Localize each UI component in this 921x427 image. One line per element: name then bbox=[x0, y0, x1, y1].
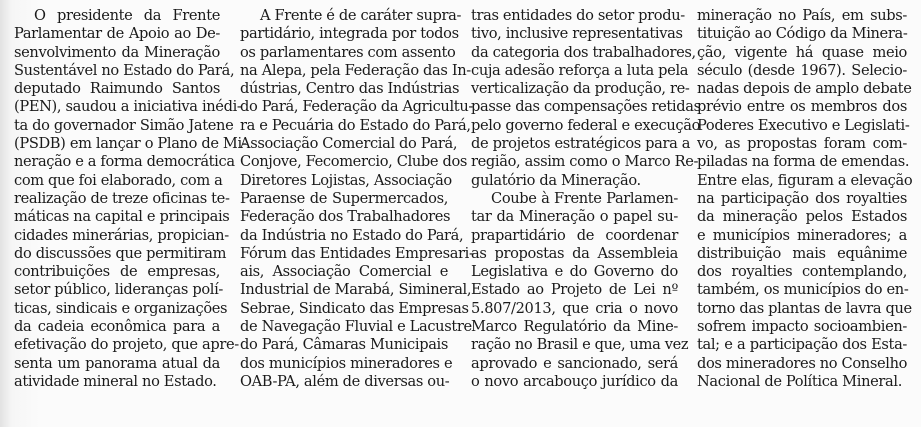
text-line: cuja adesão reforça a luta pela bbox=[471, 61, 689, 79]
text-line: Fórum das Entidades Empresari- bbox=[240, 244, 474, 262]
text-line: torno das plantas de lavra que bbox=[697, 299, 912, 317]
text-line: na Alepa, pela Federação das In- bbox=[240, 61, 471, 79]
text-line: tar da Mineração o papel su- bbox=[471, 208, 678, 226]
text-line: ais, Associação Comercial e bbox=[240, 263, 448, 281]
text-column-4 bbox=[697, 7, 913, 391]
text-line: mineração no País, em subs- bbox=[697, 7, 907, 24]
text-line: os parlamentares com assento bbox=[240, 43, 456, 61]
text-line: passe das compensações retidas bbox=[471, 98, 701, 116]
text-line: do Pará, Federação da Agricultu- bbox=[240, 98, 473, 116]
text-line: ração no Brasil e que, uma vez bbox=[471, 336, 689, 354]
text-line: nadas depois de amplo debate bbox=[697, 80, 912, 98]
text-line: contribuições de empresas, bbox=[14, 263, 220, 281]
text-line: tivo, inclusive representativas bbox=[471, 25, 683, 43]
text-line: Estado ao Projeto de Lei nº bbox=[471, 281, 678, 299]
text-line: tal; e a participação dos Esta- bbox=[697, 336, 907, 354]
text-line: Marco Regulatório da Mine- bbox=[471, 318, 678, 336]
text-line: máticas na capital e principais bbox=[14, 208, 230, 226]
text-line: com que foi elaborado, com a bbox=[14, 171, 223, 189]
text-line: atividade mineral no Estado. bbox=[14, 372, 217, 390]
text-line: Nacional de Política Mineral. bbox=[697, 372, 902, 390]
text-line: região, assim como o Marco Re- bbox=[471, 153, 699, 171]
text-column-2 bbox=[240, 7, 474, 391]
text-line: tras entidades do setor produ- bbox=[471, 7, 685, 24]
text-line: Legislativa e do Governo do bbox=[471, 263, 678, 281]
text-column-3 bbox=[471, 7, 701, 391]
text-line: Federação dos Trabalhadores bbox=[240, 208, 451, 226]
text-line: ticas, sindicais e organizações bbox=[14, 299, 228, 317]
text-line: senvolvimento da Mineração bbox=[14, 43, 220, 61]
text-line: dos municípios mineradores e bbox=[240, 354, 453, 372]
text-line: Conjove, Fecomercio, Clube dos bbox=[240, 153, 468, 171]
text-line: dos royalties contemplando, bbox=[697, 263, 907, 281]
text-line: piladas na forma de emendas. bbox=[697, 153, 910, 171]
text-line: prapartidário de coordenar bbox=[471, 226, 678, 244]
text-line: Coube à Frente Parlamen- bbox=[491, 189, 678, 207]
text-line: Sebrae, Sindicato das Empresas bbox=[240, 299, 469, 317]
text-column-1 bbox=[14, 7, 247, 391]
text-line: as propostas da Assembleia bbox=[471, 244, 678, 262]
text-line: dos mineradores no Conselho bbox=[697, 354, 908, 372]
text-line: Diretores Lojistas, Associação bbox=[240, 171, 452, 189]
text-line: Sustentável no Estado do Pará, bbox=[14, 61, 235, 79]
text-line: ção, vigente há quase meio bbox=[697, 43, 907, 61]
text-line: na participação dos royalties bbox=[697, 189, 907, 207]
text-line: efetivação do projeto, que apre- bbox=[14, 336, 239, 354]
text-line: da cadeia econômica para a bbox=[14, 318, 220, 336]
text-line: século (desde 1967). Selecio- bbox=[697, 61, 907, 79]
text-line: (PSDB) em lançar o Plano de Mi- bbox=[14, 135, 247, 153]
text-line: deputado Raimundo Santos bbox=[14, 80, 220, 98]
text-line: ta do governador Simão Jatene bbox=[14, 116, 234, 134]
text-line: da categoria dos trabalhadores, bbox=[471, 43, 696, 61]
text-line: dústrias, Centro das Indústrias bbox=[240, 80, 460, 98]
text-line: prévio entre os membros dos bbox=[697, 98, 907, 116]
text-line: O presidente da Frente bbox=[34, 7, 220, 24]
text-line: 5.807/2013, que cria o novo bbox=[471, 299, 678, 317]
text-line: do Pará, Câmaras Municipais bbox=[240, 336, 448, 354]
text-line: tituição ao Código da Minera- bbox=[697, 25, 908, 43]
text-line: o novo arcabouço jurídico da bbox=[471, 372, 678, 390]
text-line: Poderes Executivo e Legislati- bbox=[697, 116, 910, 134]
text-line: gulatório da Mineração. bbox=[471, 171, 641, 189]
text-line: (PEN), saudou a iniciativa inédi- bbox=[14, 98, 242, 116]
text-line: realização de treze oficinas te- bbox=[14, 189, 230, 207]
text-line: da mineração pelos Estados bbox=[697, 208, 907, 226]
text-line: da Indústria no Estado do Pará, bbox=[240, 226, 464, 244]
text-line: de projetos estratégicos para a bbox=[471, 135, 691, 153]
text-line: partidário, integrada por todos bbox=[240, 25, 459, 43]
text-line: do discussões que permitiram bbox=[14, 244, 227, 262]
text-line: e municípios mineradores; a bbox=[697, 226, 907, 244]
text-line: também, os municípios do en- bbox=[697, 281, 909, 299]
text-line: verticalização da produção, re- bbox=[471, 80, 690, 98]
text-line: neração e a forma democrática bbox=[14, 153, 235, 171]
text-line: pelo governo federal e execução bbox=[471, 116, 701, 134]
text-line: ra e Pecuária do Estado do Pará, bbox=[240, 116, 471, 134]
text-line: Associação Comercial do Pará, bbox=[240, 135, 458, 153]
text-line: senta um panorama atual da bbox=[14, 354, 220, 372]
text-line: sofrem impacto socioambien- bbox=[697, 318, 907, 336]
text-line: cidades minerárias, propician- bbox=[14, 226, 229, 244]
text-line: aprovado e sancionado, será bbox=[471, 354, 678, 372]
text-line: Industrial de Marabá, Simineral, bbox=[240, 281, 472, 299]
text-line: A Frente é de caráter supra- bbox=[260, 7, 462, 24]
text-line: distribuição mais equânime bbox=[697, 244, 907, 262]
text-line: Entre elas, figuram a elevação bbox=[697, 171, 913, 189]
text-line: setor público, lideranças polí- bbox=[14, 281, 223, 299]
text-line: Parlamentar de Apoio ao De- bbox=[14, 25, 220, 43]
text-line: de Navegação Fluvial e Lacustre bbox=[240, 318, 472, 336]
text-line: Paraense de Supermercados, bbox=[240, 189, 448, 207]
text-line: vo, as propostas foram com- bbox=[697, 135, 907, 153]
text-line: OAB-PA, além de diversas ou- bbox=[240, 372, 450, 390]
